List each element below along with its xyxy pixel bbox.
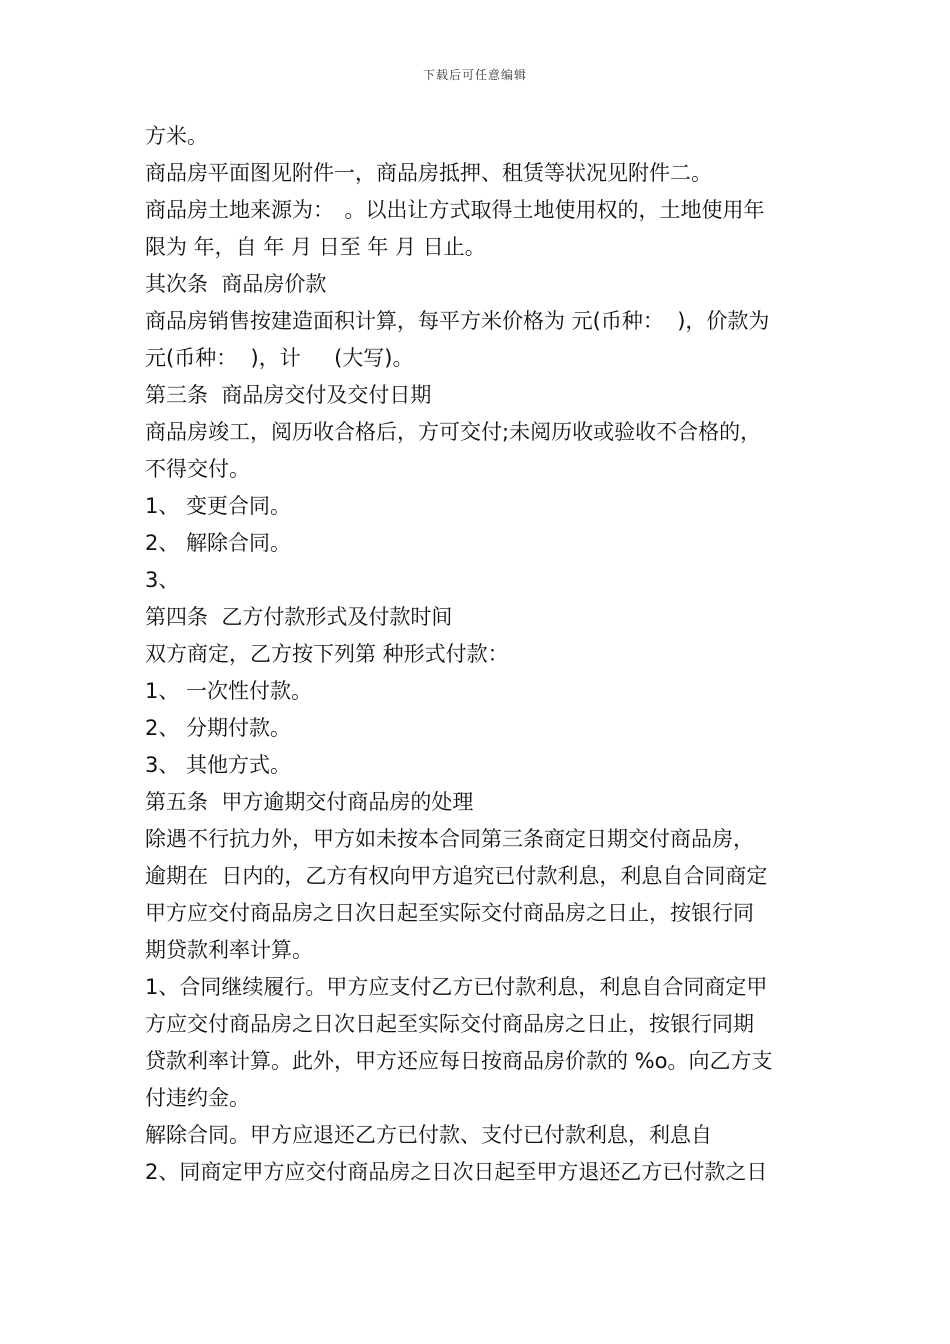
text-line: 解除合同。甲方应退还乙方已付款、支付已付款利息，利息自 [145, 1123, 712, 1147]
page-header: 下载后可任意编辑 [422, 68, 527, 82]
document-body [145, 118, 815, 1191]
list-item: 3、 其他方式。 [145, 753, 292, 777]
text-line: 付违约金。 [145, 1086, 250, 1110]
text-line: 不得交付。 [145, 457, 250, 481]
text-line: 逾期在 日内的，乙方有权向甲方追究已付款利息，利息自合同商定 [145, 864, 768, 888]
text-line: 商品房竣工，阅历收合格后，方可交付;未阅历收或验收不合格的， [145, 420, 762, 444]
section-heading-5: 第五条 甲方逾期交付商品房的处理 [145, 790, 474, 814]
text-line: 甲方应交付商品房之日次日起至实际交付商品房之日止，按银行同 [145, 901, 754, 925]
text-line: 元(币种： )，计 (大写)。 [145, 346, 414, 370]
list-item: 2、 解除合同。 [145, 531, 292, 555]
text-line: 1、合同继续履行。甲方应支付乙方已付款利息，利息自合同商定甲 [145, 975, 768, 999]
text-line: 方应交付商品房之日次日起至实际交付商品房之日止，按银行同期 [145, 1012, 754, 1036]
text-line: 双方商定，乙方按下列第 种形式付款： [145, 642, 509, 666]
text-line: 2、同商定甲方应交付商品房之日次日起至甲方退还乙方已付款之日 [145, 1160, 768, 1184]
list-item: 2、 分期付款。 [145, 716, 292, 740]
section-heading-4: 第四条 乙方付款形式及付款时间 [145, 605, 453, 629]
list-item: 1、 一次性付款。 [145, 679, 313, 703]
text-line: 商品房土地来源为： 。以出让方式取得土地使用权的，土地使用年 [145, 198, 765, 222]
text-line: 商品房销售按建造面积计算，每平方米价格为 元(币种： )，价款为 [145, 309, 770, 333]
text-line: 限为 年，自 年 月 日至 年 月 日止。 [145, 235, 486, 259]
list-item: 3、 [145, 568, 180, 592]
list-item: 1、 变更合同。 [145, 494, 292, 518]
text-line: 除遇不行抗力外，甲方如未按本合同第三条商定日期交付商品房， [145, 827, 754, 851]
text-line: 期贷款利率计算。 [145, 938, 313, 962]
text-line: 商品房平面图见附件一，商品房抵押、租赁等状况见附件二。 [145, 161, 712, 185]
text-line: 贷款利率计算。此外，甲方还应每日按商品房价款的 %o。向乙方支 [145, 1049, 773, 1073]
section-heading-2: 其次条 商品房价款 [145, 272, 327, 296]
section-heading-3: 第三条 商品房交付及交付日期 [145, 383, 432, 407]
text-line: 方米。 [145, 124, 208, 148]
